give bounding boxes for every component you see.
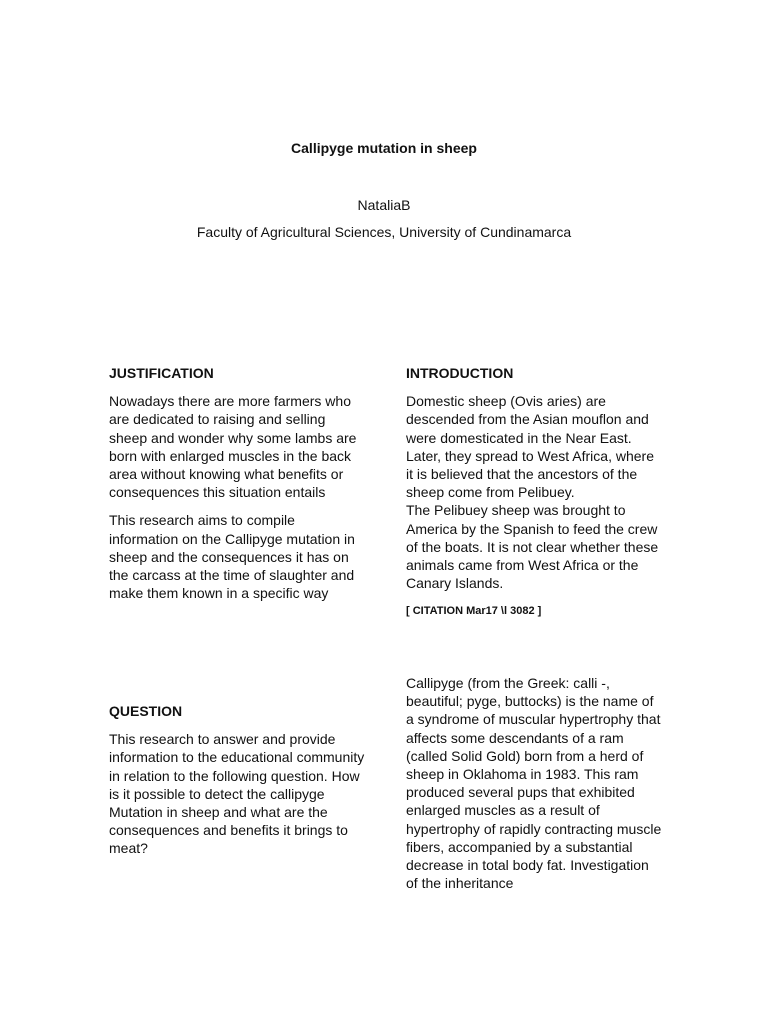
introduction-paragraph-1: Domestic sheep (Ovis aries) are descended from the Asian mouflon and were domesticated in the Near East. Later, they spread to West Africa, where it is believed that the ancestors of the sheep come from Pelibuey. — [406, 393, 654, 501]
justification-paragraph-1: Nowadays there are more farmers who are dedicated to raising and selling sheep and wonder why some lambs are born with enlarged muscles in the back area without knowing what benefits or consequences this situation entails — [109, 393, 357, 501]
justification-heading: JUSTIFICATION — [109, 365, 214, 381]
document-title: Callipyge mutation in sheep — [291, 140, 477, 156]
question-heading: QUESTION — [109, 703, 183, 719]
author-name: NataliaB — [357, 197, 411, 213]
author-affiliation: Faculty of Agricultural Sciences, University of Cundinamarca — [196, 224, 572, 240]
citation-field: [ CITATION Mar17 \l 3082 ] — [406, 605, 542, 618]
callipyge-section — [406, 674, 664, 892]
introduction-heading: INTRODUCTION — [406, 365, 514, 381]
introduction-section — [406, 364, 664, 621]
question-section — [109, 702, 367, 858]
question-paragraph: This research to answer and provide information to the educational community in relation to the following question. How is it possible to detect the callipyge Mutation in sheep and what are the consequences and benefits it brings to meat? — [109, 731, 365, 857]
callipyge-paragraph: Callipyge (from the Greek: calli -, beautiful; pyge, buttocks) is the name of a syndrome of muscular hypertrophy that affects some descendants of a ram (called Solid Gold) born from a herd of sheep in Oklahoma in 1983. This ram produced several pups that exhibited enlarged muscles as a result of hypertrophy of rapidly contracting muscle fibers, accompanied by a substantial decrease in total body fat. Investigation of the inheritance — [406, 675, 662, 892]
justification-paragraph-2: This research aims to compile information on the Callipyge mutation in sheep and the consequences it has on the carcass at the time of slaughter and make them known in a specific way — [109, 512, 355, 602]
justification-section — [109, 364, 367, 602]
introduction-paragraph-2: The Pelibuey sheep was brought to America by the Spanish to feed the crew of the boats. It is not clear whether these animals came from West Africa or the Canary Islands. — [406, 502, 659, 592]
